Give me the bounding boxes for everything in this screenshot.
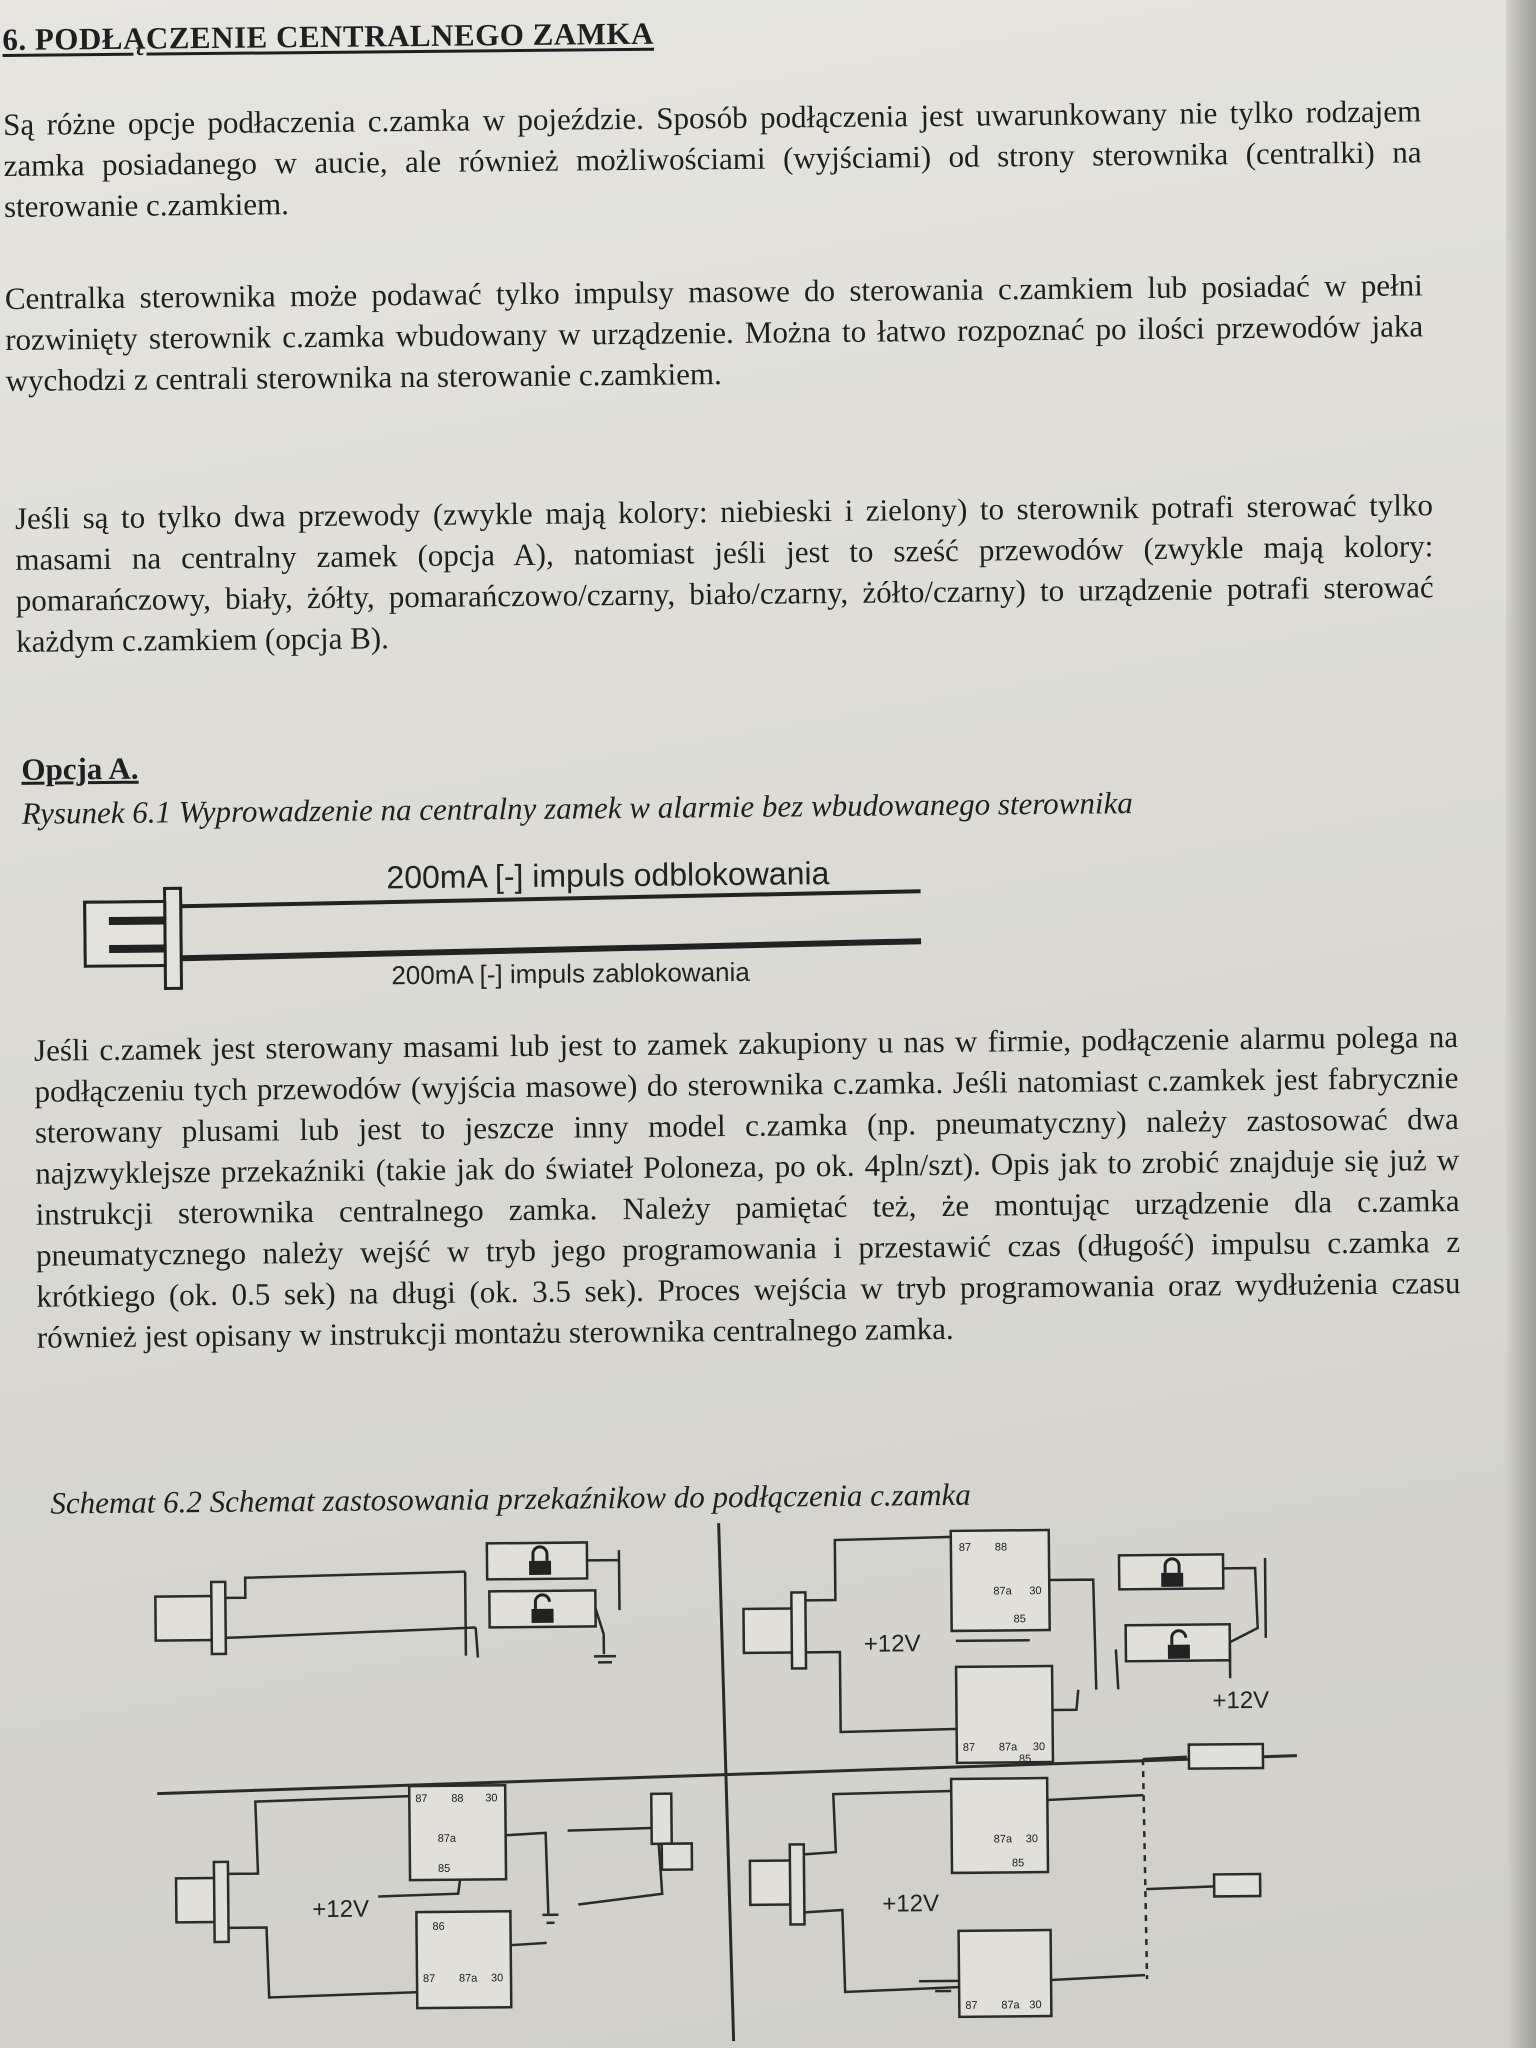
relay-pin-label: 87a	[1001, 1999, 1020, 2012]
relay-pin-label: 87	[965, 1999, 978, 2012]
paragraph-controller: Centralka sterownika może podawać tylko impulsy masowe do sterowania c.zamkiem lub posiadać w pełni rozwinięty sterownik c.zamka wbudowany w urządzenie. Można to łatwo rozpoznać po ilości przewodów jaka wychodzi z centrali sterownika na sterowanie c.zamkiem.	[4, 267, 1424, 398]
relay-pin-label: 87	[422, 1972, 436, 1986]
relay-pin-label: 30	[485, 1792, 498, 1805]
relay-pin-label: 85	[1011, 1857, 1025, 1870]
supply-label-panel-3: +12V	[312, 1895, 370, 1924]
relay-pin-label: 30	[1032, 1741, 1046, 1754]
relay-pin-label: 88	[994, 1541, 1008, 1554]
relay-pin-label: 85	[1018, 1753, 1032, 1766]
relay-pin-label: 87a	[437, 1832, 457, 1845]
paragraph-intro: Są różne opcje podłaczenia c.zamka w pojeździe. Sposób podłączenia jest uwarunkowany nie tylko rodzajem zamka posiadanego w aucie, ale również możliwościami (wyjściami) od strony sterownika (centralki) na sterowanie c.zamkiem.	[3, 93, 1422, 224]
page-edge-shadow	[1506, 0, 1536, 2048]
relay-pin-label: 85	[1013, 1613, 1026, 1626]
relay-pin-label: 87	[415, 1792, 428, 1806]
wire-lock-label: 200mA [-] impuls zablokowania	[391, 956, 750, 991]
relay-pin-label: 87	[962, 1741, 976, 1754]
relay-pin-label: 85	[437, 1862, 451, 1875]
relay-pin-label: 30	[490, 1972, 504, 1985]
relay-pin-label: 87a	[993, 1585, 1012, 1598]
supply-label-panel-2b: +12V	[1212, 1686, 1270, 1715]
relay-pin-label: 30	[1025, 1833, 1039, 1846]
figure-6-2-caption: Schemat 6.2 Schemat zastosowania przekaźnikow do podłączenia c.zamka	[50, 1476, 971, 1521]
paragraph-wires: Jeśli są to tylko dwa przewody (zwykle mają kolory: niebieski i zielony) to sterownik potrafi sterować tylko masami na centralny zamek (opcja A), natomiast jeśli jest to sześć przewodów (zwykle mają kolory: pomarańczowy, biały, żółty, pomarańczowo/czarny, biało/czarny, żółto/czarny) to urządzenie potrafi sterować każdym c.zamkiem (opcja B).	[14, 487, 1434, 659]
schematic-divider-vertical	[719, 1523, 734, 2041]
section-title: 6. PODŁĄCZENIE CENTRALNEGO ZAMKA	[2, 15, 655, 57]
relay-pin-label: 87a	[993, 1833, 1013, 1846]
supply-label-panel-2: +12V	[863, 1630, 921, 1658]
relay-pin-label: 30	[1029, 1999, 1042, 2012]
supply-label-panel-4: +12V	[882, 1890, 940, 1918]
relay-pin-label: 87	[958, 1541, 972, 1554]
relay-pin-label: 30	[1029, 1585, 1042, 1598]
relay-pin-label: 86	[432, 1920, 445, 1933]
paragraph-option-a: Jeśli c.zamek jest sterowany masami lub jest to zamek zakupiony u nas w firmie, podłączenie alarmu polega na podłączeniu tych przewodów (wyjścia masowe) do sterownika c.zamka. Jeśli natomiast c.zamkek jest fabrycznie sterowany plusami lub jest to jeszcze inny model c.zamka (np. pneumatyczny) należy zastosować dwa najzwyklejsze przekaźniki (takie jak do świateł Poloneza, po ok. 4pln/szt). Opis jak to zrobić znajduje się już w instrukcji sterownika centralnego zamka. Należy pamiętać też, że montując urządzenie dla c.zamka pneumatycznego należy wejść w tryb jego programowania i przestawić czas (długość) impulsu c.zamka z krótkiego (ok. 0.5 sek) na długi (ok. 3.5 sek). Proces wejścia w tryb programowania oraz wydłużenia czasu również jest opisany w instrukcji montażu sterownika centralnego zamka.	[33, 1019, 1461, 1355]
relay-pin-label: 87a	[998, 1741, 1018, 1754]
schematic-panel-4	[749, 1741, 1266, 2019]
relay-pin-label: 88	[451, 1792, 464, 1805]
option-a-heading: Opcja A.	[21, 750, 139, 787]
relay-pin-label: 87a	[458, 1972, 478, 1985]
wire-unlock-label: 200mA [-] impuls odblokowania	[386, 855, 830, 896]
figure-6-1-caption: Rysunek 6.1 Wyprowadzenie na centralny zamek w alarmie bez wbudowanego sterownika	[21, 785, 1133, 831]
